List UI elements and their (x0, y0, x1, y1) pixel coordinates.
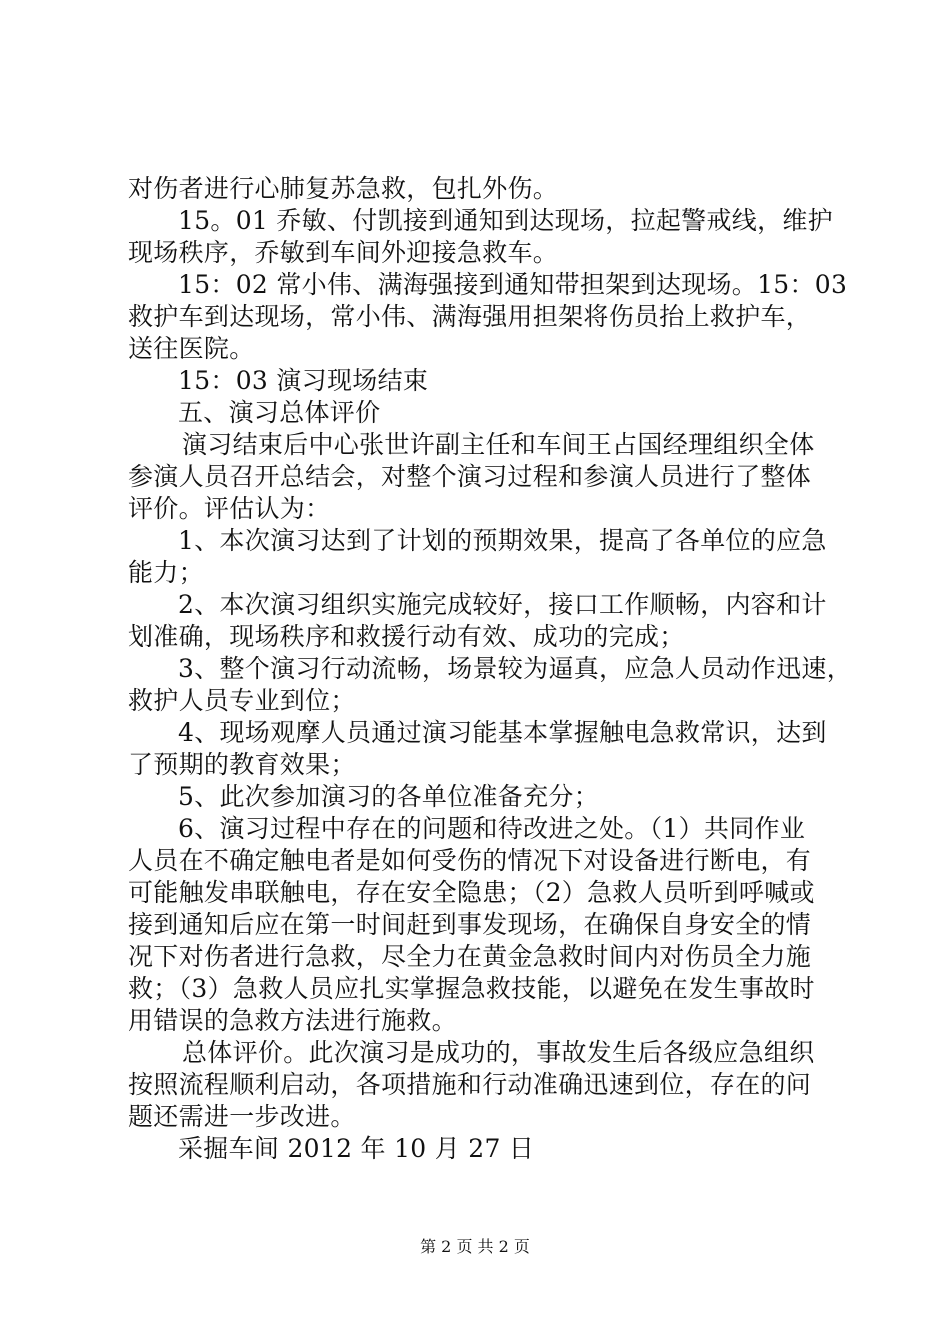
list-item: 4、现场观摩人员通过演习能基本掌握触电急救常识，达到 (178, 718, 827, 747)
section-heading: 五、演习总体评价 (178, 398, 381, 427)
body-line: 15。01 乔敏、付凯接到通知到达现场，拉起警戒线，维护 (178, 206, 833, 235)
page-number: 第 2 页 共 2 页 (420, 1237, 530, 1256)
list-item: 2、本次演习组织实施完成较好，接口工作顺畅，内容和计 (178, 590, 827, 619)
list-item: 1、本次演习达到了计划的预期效果，提高了各单位的应急 (178, 526, 827, 555)
list-item: 能力； (128, 558, 204, 587)
signature-date: 采掘车间 2012 年 10 月 27 日 (178, 1134, 535, 1163)
body-line: 救护车到达现场，常小伟、满海强用担架将伤员抬上救护车， (128, 302, 812, 331)
list-item: 了预期的教育效果； (128, 750, 356, 779)
body-line: 按照流程顺利启动，各项措施和行动准确迅速到位，存在的问 (128, 1070, 812, 1099)
list-item: 用错误的急救方法进行施救。 (128, 1006, 457, 1035)
body-line: 总体评价。此次演习是成功的，事故发生后各级应急组织 (182, 1038, 815, 1067)
list-item: 救护人员专业到位； (128, 686, 356, 715)
list-item: 6、演习过程中存在的问题和待改进之处。（1）共同作业 (178, 814, 806, 843)
body-line: 题还需进一步改进。 (128, 1102, 356, 1131)
body-line: 15：03 演习现场结束 (178, 366, 429, 395)
body-line: 评价。评估认为： (128, 494, 331, 523)
list-item: 救；（3）急救人员应扎实掌握急救技能，以避免在发生事故时 (128, 974, 815, 1003)
body-line: 送往医院。 (128, 334, 255, 363)
list-item: 划准确，现场秩序和救援行动有效、成功的完成； (128, 622, 685, 651)
body-line: 对伤者进行心肺复苏急救，包扎外伤。 (128, 174, 559, 203)
body-line: 参演人员召开总结会，对整个演习过程和参演人员进行了整体 (128, 462, 812, 491)
body-line: 现场秩序，乔敏到车间外迎接急救车。 (128, 238, 559, 267)
list-item: 3、整个演习行动流畅，场景较为逼真，应急人员动作迅速， (178, 654, 853, 683)
list-item: 5、此次参加演习的各单位准备充分； (178, 782, 600, 811)
body-line: 15：02 常小伟、满海强接到通知带担架到达现场。15：03 (178, 270, 848, 299)
list-item: 况下对伤者进行急救，尽全力在黄金急救时间内对伤员全力施 (128, 942, 812, 971)
list-item: 可能触发串联触电，存在安全隐患；（2）急救人员听到呼喊或 (128, 878, 815, 907)
body-line: 演习结束后中心张世许副主任和车间王占国经理组织全体 (182, 430, 815, 459)
list-item: 人员在不确定触电者是如何受伤的情况下对设备进行断电，有 (128, 846, 812, 875)
list-item: 接到通知后应在第一时间赶到事发现场，在确保自身安全的情 (128, 910, 812, 939)
